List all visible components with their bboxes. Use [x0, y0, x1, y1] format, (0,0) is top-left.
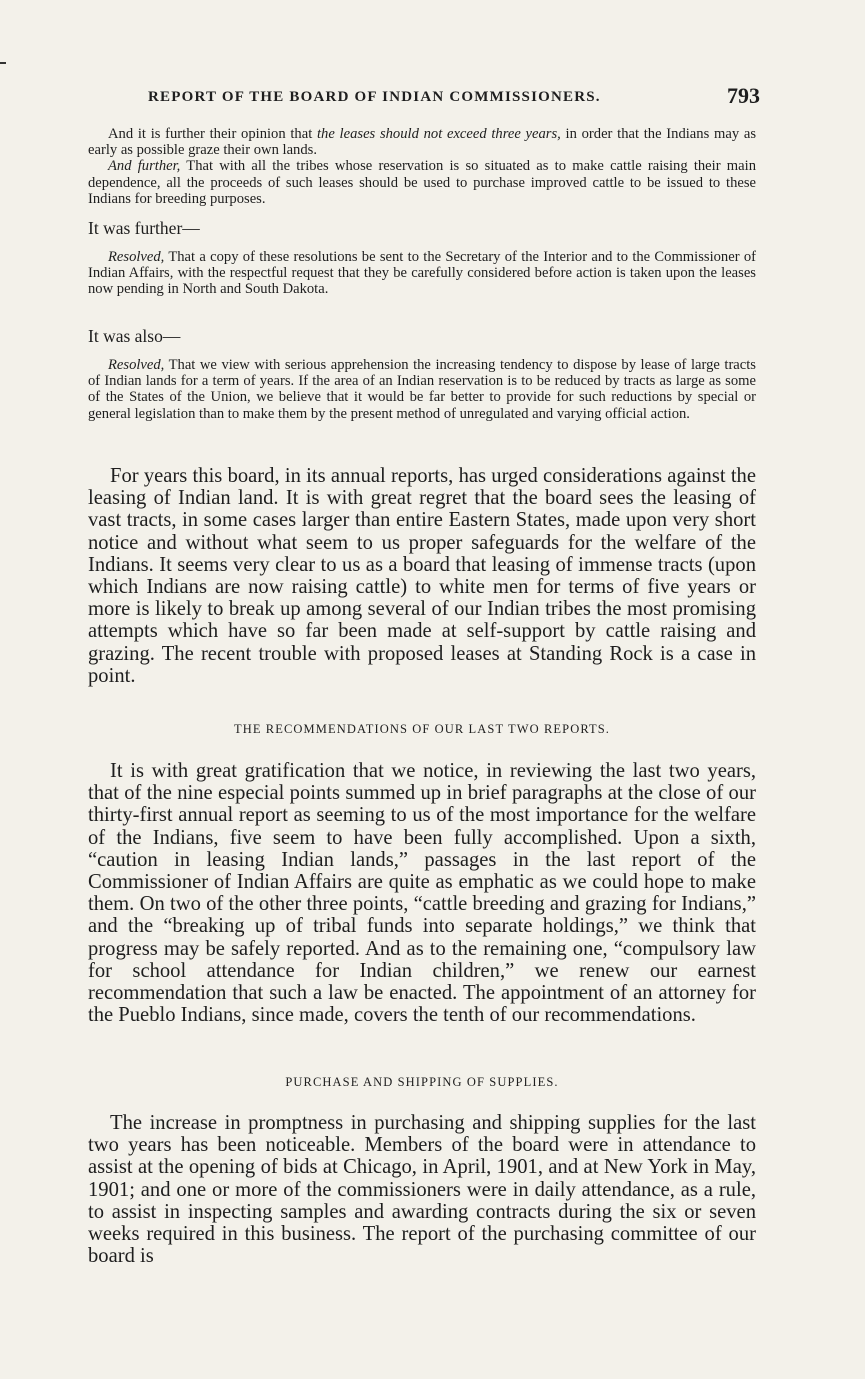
running-header	[148, 83, 760, 113]
italic-run: the leases should not exceed three years,	[317, 126, 561, 142]
text-run: That we view with serious apprehension the increasing tendency to dispose by lease of large tracts of Indian lands for a term of years. If the area of an Indian reservation is to be reduced by tracts as large as some of the States of the Union, we believe that it would be far better to provide for such reductions by special or general legislation than to make them by the present method of unregulated and varying official action.	[88, 357, 756, 422]
body-paragraph-supplies	[88, 1112, 756, 1267]
margin-mark	[0, 62, 6, 64]
italic-run: Resolved,	[108, 249, 165, 265]
lead-text: It was further—	[88, 218, 200, 238]
paragraph-text: It is with great gratification that we notice, in reviewing the last two years, that of the nine especial points summed up in brief paragraphs at the close of our thirty-first annual report as seeming to us of the most importance for the welfare of the Indians, five seem to have been fully accomplished. Upon a sixth, “caution in leasing Indian lands,” passages in the last report of the Commissioner of Indian Affairs are quite as emphatic as we could hope to make them. On two of the other three points, “cattle breeding and grazing for Indians,” and the “breaking up of tribal funds into separate holdings,” we think that progress may be safely reported. And as to the remaining one, “compulsory law for school attendance for Indian children,” we renew our earnest recommendation that such a law be enacted. The appointment of an attorney for the Pueblo Indians, since made, covers the tenth of our recommendations.	[88, 760, 756, 1027]
resolution-first	[88, 249, 756, 298]
paragraph-text: For years this board, in its annual reports, has urged considerations against the leasing of Indian land. It is with great regret that the board sees the leasing of vast tracts, in some cases larger than entire Eastern States, made upon very short notice and without what seem to us proper safeguards for the welfare of the Indians. It seems very clear to us as a board that leasing of immense tracts (upon which Indians are now raising cattle) to white men for terms of five years or more is likely to break up among several of our Indian tribes the most promising attempts which have so far been made at self-support by cattle raising and grazing. The recent trouble with proposed leases at Standing Rock is a case in point.	[88, 465, 756, 687]
paragraph-proceeds	[88, 158, 756, 207]
text-run: That a copy of these resolutions be sent to the Secretary of the Interior and to the Commissioner of Indian Affairs, with the respectful request that they be carefully considered before action is taken upon the leases now pending in North and South Dakota.	[88, 249, 756, 298]
resolution-second	[88, 357, 756, 422]
italic-run: Resolved,	[108, 357, 165, 373]
lead-it-was-further	[88, 218, 756, 239]
text-run: And it is further their opinion that	[108, 126, 317, 142]
resolution-text	[88, 249, 756, 298]
italic-run: And further,	[108, 158, 181, 175]
text-run: in order that the Indians may as early as possible graze their own lands.	[88, 126, 756, 159]
running-title: REPORT OF THE BOARD OF INDIAN COMMISSIONERS.	[148, 89, 601, 105]
text-run: That with all the tribes whose reservation is so situated as to make cattle raising their main dependence, all the proceeds of such leases should be used to purchase improved cattle to be issued to these Indians for breeding purposes.	[88, 158, 756, 207]
body-paragraph-leasing	[88, 465, 756, 687]
lead-it-was-also	[88, 326, 756, 347]
section-heading-supplies: PURCHASE AND SHIPPING OF SUPPLIES.	[285, 1075, 559, 1089]
section-heading-recommendations: THE RECOMMENDATIONS OF OUR LAST TWO REPORTS.	[233, 722, 611, 736]
quoted-opinion	[88, 126, 756, 207]
resolution-text	[88, 357, 756, 422]
page-number: 793	[727, 83, 760, 108]
body-paragraph-recommendations	[88, 760, 756, 1026]
paragraph-text: The increase in promptness in purchasing and shipping supplies for the last two years has been noticeable. Members of the board were in attendance to assist at the opening of bids at Chicago, in April, 1901, and at New York in May, 1901; and one or more of the commissioners were in daily attendance, as a rule, to assist in inspecting samples and awarding contracts during the six or seven weeks required in this business. The report of the purchasing committee of our board is	[88, 1112, 756, 1268]
lead-text: It was also—	[88, 326, 181, 346]
paragraph-lease-term	[88, 126, 756, 158]
